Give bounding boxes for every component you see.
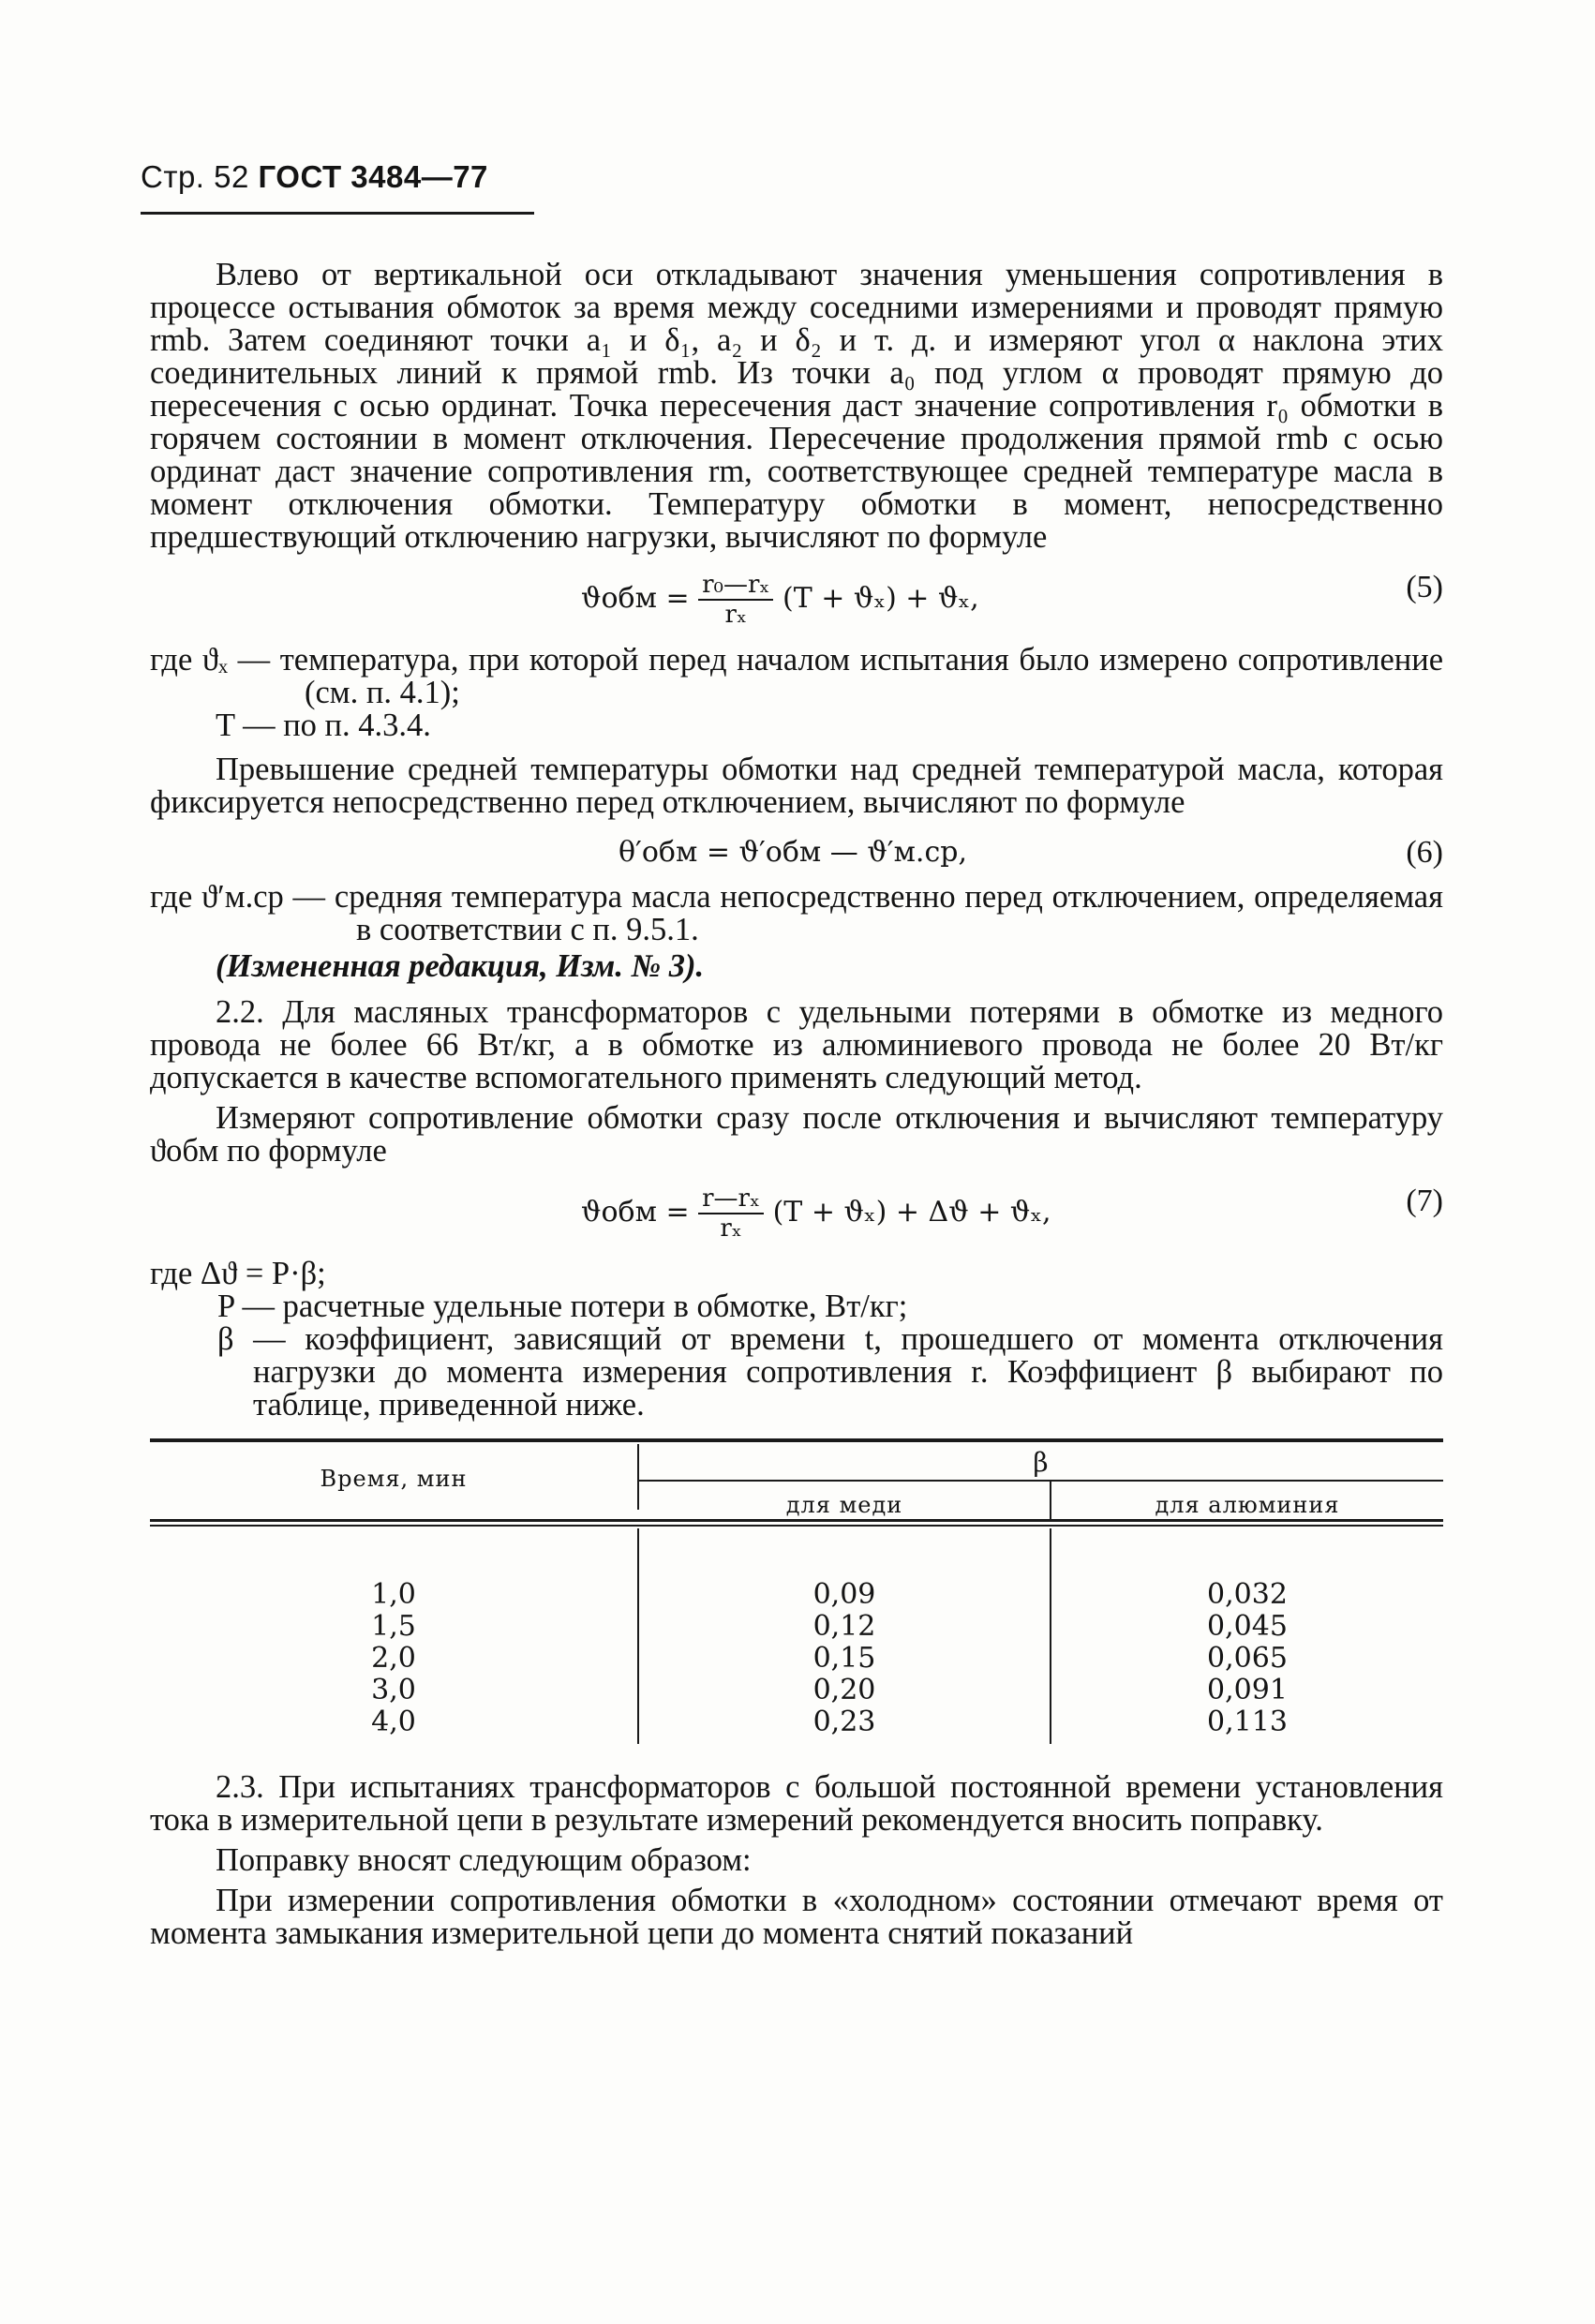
- where-6-text: средняя температура масла непосредственно перед отключением, определяемая в соответствии с п. 9.5.1.: [334, 879, 1443, 947]
- table-cell: 0,09: [812, 1578, 876, 1611]
- table-head-rule-2: [150, 1525, 1443, 1527]
- table-cell: 3,0: [371, 1674, 416, 1706]
- paragraph-2-2: 2.2. Для масляных трансформаторов с удельными потерями в обмотке из медного провода не более 66 Вт/кг, а в обмотке из алюминиевого провода не более 20 Вт/кг допускается в качестве вспомогательного применять следующий метод.: [150, 994, 1443, 1095]
- table-head-time: Время, мин: [320, 1466, 468, 1492]
- table-cell: 0,045: [1207, 1610, 1288, 1643]
- table-cell: 1,5: [371, 1610, 416, 1643]
- table-cell: 4,0: [371, 1706, 416, 1738]
- table-top-rule: [150, 1438, 1443, 1442]
- paragraph-correction: Поправку вносят следующим образом:: [216, 1842, 752, 1878]
- where-5-label: где ϑₓ —: [150, 642, 271, 678]
- where-7-beta-label: β —: [217, 1321, 286, 1357]
- table-cell: 0,20: [812, 1674, 876, 1706]
- formula-7: [150, 1181, 1443, 1254]
- page-label: Стр. 52: [141, 159, 249, 194]
- formula-5-denominator: rₓ: [724, 601, 747, 629]
- formula-5-numerator: r₀—rₓ: [698, 571, 773, 601]
- where-5-text: температура, при которой перед началом испытания было измерено сопротивление (см. п. 4.1);: [279, 642, 1444, 710]
- paragraph-measure: Измеряют сопротивление обмотки сразу после отключения и вычисляют температуру ϑобм по формуле: [150, 1100, 1443, 1169]
- table-subhead-rule: [637, 1480, 1443, 1482]
- table-cell: 0,032: [1207, 1578, 1288, 1611]
- where-7-line1: где Δϑ = P·β;: [150, 1256, 326, 1291]
- beta-table: [150, 1438, 1443, 1752]
- formula-6-text: θ′обм = ϑ′обм — ϑ′м.ср,: [619, 836, 967, 869]
- where-7-line3: [150, 1323, 1443, 1422]
- formula-5-number: (5): [1406, 570, 1443, 604]
- where-7-beta-text: коэффициент, зависящий от времени t, прошедшего от момента отключения нагрузки до момента измерения сопротивления r. Коэффициент β выбирают по таблице, приведенной ниже.: [253, 1321, 1444, 1423]
- table-cell: 0,23: [812, 1706, 876, 1738]
- formula-7-number: (7): [1406, 1184, 1443, 1218]
- where-6-label: где ϑ′м.ср —: [150, 879, 326, 915]
- table-col-aluminum: [1051, 1579, 1443, 1738]
- table-cell: 0,091: [1207, 1674, 1288, 1706]
- formula-7-lhs: ϑобм =: [581, 1196, 690, 1229]
- table-head-aluminum: для алюминия: [1155, 1492, 1340, 1518]
- where-7-line2: [150, 1290, 1443, 1323]
- table-col-copper: [639, 1579, 1050, 1738]
- table-cell: 0,065: [1207, 1642, 1288, 1675]
- formula-5-rhs: (T + ϑₓ) + ϑₓ,: [782, 582, 979, 615]
- paragraph-2-3: 2.3. При испытаниях трансформаторов с большой постоянной времени установления тока в измерительной цепи в результате измерений рекомендуется вносить поправку.: [150, 1769, 1443, 1838]
- where-7-p-label: P —: [217, 1289, 276, 1324]
- edit-note: (Измененная редакция, Изм. № 3).: [216, 948, 705, 984]
- formula-7-denominator: rₓ: [720, 1214, 742, 1243]
- page-header: [141, 159, 488, 195]
- paragraph-method: Влево от вертикальной оси откладывают значения уменьшения сопротивления в процессе остывания обмоток за время между соседними измерениями и проводят прямую rmb. Затем соединяют точки a₁ и δ₁, a₂ и δ₂ и т. д. и измеряют угол α наклона этих соединительных линий к прямой rmb. Из точки a₀ под углом α проводят прямую до пересечения с осью ординат. Точка пересечения даст значение сопротивления r₀ обмотки в горячем состоянии в момент отключения. Пересечение продолжения прямой rmb с осью ординат даст значение сопротивления rm, соответствующее средней температуре масла в момент отключения обмотки. Температуру обмотки в момент, непосредственно предшествующий отключению нагрузки, вычисляют по формуле: [150, 257, 1443, 555]
- formula-7-numerator: r—rₓ: [698, 1184, 764, 1214]
- table-col-time: [150, 1579, 637, 1738]
- where-6: [150, 881, 1443, 946]
- where-5-line1: [150, 644, 1443, 709]
- formula-6-number: (6): [1406, 835, 1443, 870]
- formula-6: [150, 832, 1443, 877]
- table-cell: 2,0: [371, 1642, 416, 1675]
- formula-5: [150, 567, 1443, 640]
- formula-7-fraction: [698, 1184, 764, 1243]
- table-cell: 0,113: [1207, 1706, 1288, 1738]
- table-cell: 1,0: [371, 1578, 416, 1611]
- formula-5-fraction: [698, 571, 773, 629]
- where-7-p-text: расчетные удельные потери в обмотке, Вт/кг;: [282, 1289, 908, 1324]
- where-5-line2: T — по п. 4.3.4.: [216, 708, 431, 743]
- header-rule: [141, 212, 534, 215]
- paragraph-cold-state: При измерении сопротивления обмотки в «холодном» состоянии отмечают время от момента замыкания измерительной цепи до момента снятий показаний: [150, 1883, 1443, 1951]
- formula-5-lhs: ϑобм =: [581, 582, 690, 615]
- formula-7-rhs: (T + ϑₓ) + Δϑ + ϑₓ,: [772, 1196, 1051, 1229]
- standard-number: ГОСТ 3484—77: [258, 159, 488, 194]
- table-head-copper: для меди: [785, 1492, 903, 1518]
- table-cell: 0,12: [812, 1610, 876, 1643]
- table-head-beta: β: [1033, 1447, 1050, 1478]
- main-content: [150, 259, 1443, 1950]
- table-cell: 0,15: [812, 1642, 876, 1675]
- paragraph-excess: Превышение средней температуры обмотки над средней температурой масла, которая фиксируется непосредственно перед отключением, вычисляют по формуле: [150, 752, 1443, 820]
